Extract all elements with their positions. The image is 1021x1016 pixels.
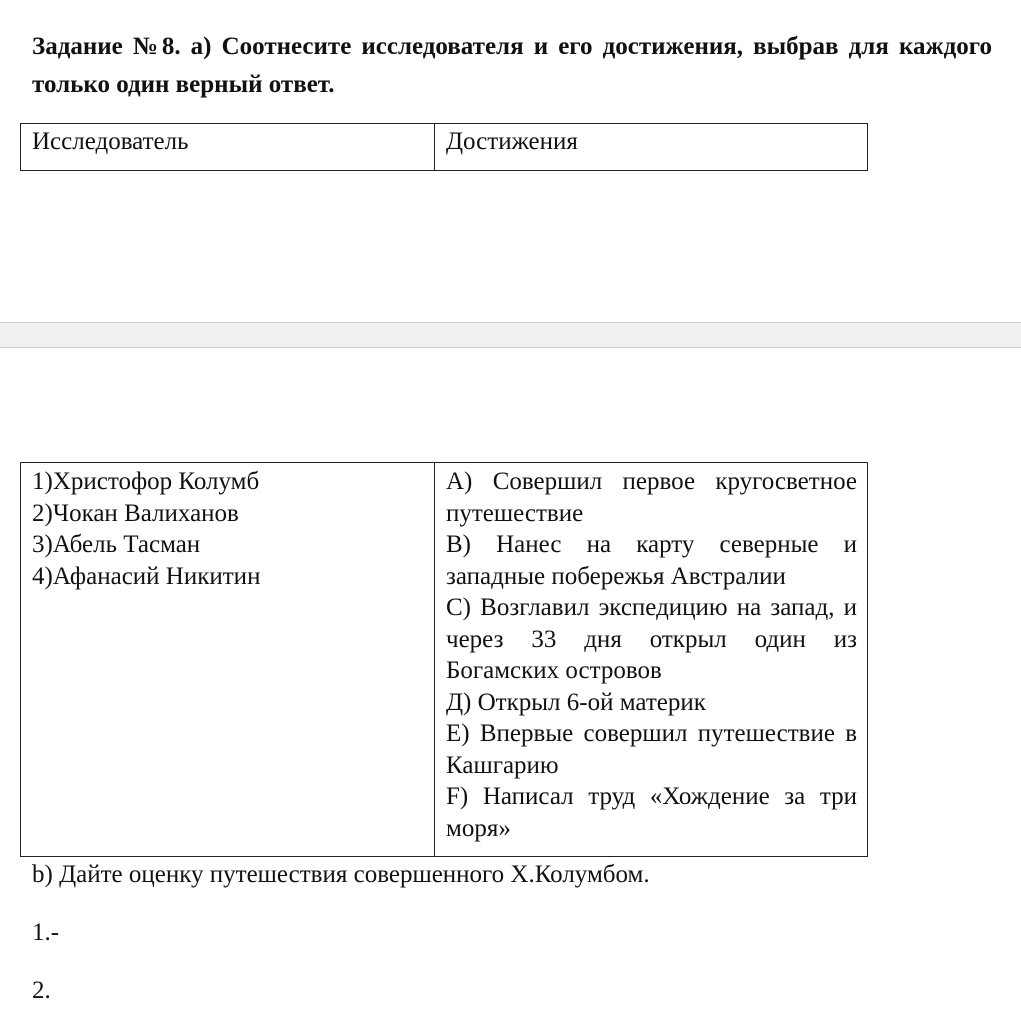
achievement-item: Д) Открыл 6-ой материк <box>446 688 706 716</box>
table-row <box>21 124 868 171</box>
achievements-cell <box>435 463 868 857</box>
researcher-item: 3)Абель Тасман <box>32 531 201 558</box>
researchers-cell <box>21 463 435 857</box>
page-separator <box>0 322 1021 348</box>
task-heading: Задание №8. а) Соотнесите исследователя и его достижения, выбрав для каждого только один верный ответ. <box>32 33 992 98</box>
researcher-item: 1)Христофор Колумб <box>32 468 260 495</box>
table-row <box>21 463 868 857</box>
achievement-item: Е) Впервые совершил путешествие в Кашгарию <box>446 720 857 779</box>
answer-line-1: 1.- <box>32 919 60 946</box>
achievement-item: А) Совершил первое кругосветное путешествие <box>446 468 857 527</box>
achievement-item: С) Возглавил экспедицию на запад, и через 33 дня открыл один из Богамских островов <box>446 594 857 684</box>
header-table <box>20 123 868 171</box>
question-b: b) Дайте оценку путешествия совершенного Х.Колумбом. <box>32 861 650 888</box>
researcher-item: 4)Афанасий Никитин <box>32 562 261 590</box>
researcher-column-header: Исследователь <box>21 124 435 171</box>
achievements-column-header: Достижения <box>435 124 868 171</box>
researcher-item: 2)Чокан Валиханов <box>32 499 239 527</box>
matching-table <box>20 462 868 857</box>
achievement-item: В) Нанес на карту северные и западные побережья Австралии <box>446 531 857 590</box>
answer-line-2: 2. <box>32 977 51 1004</box>
achievement-item: F) Написал труд «Хождение за три моря» <box>446 783 857 842</box>
